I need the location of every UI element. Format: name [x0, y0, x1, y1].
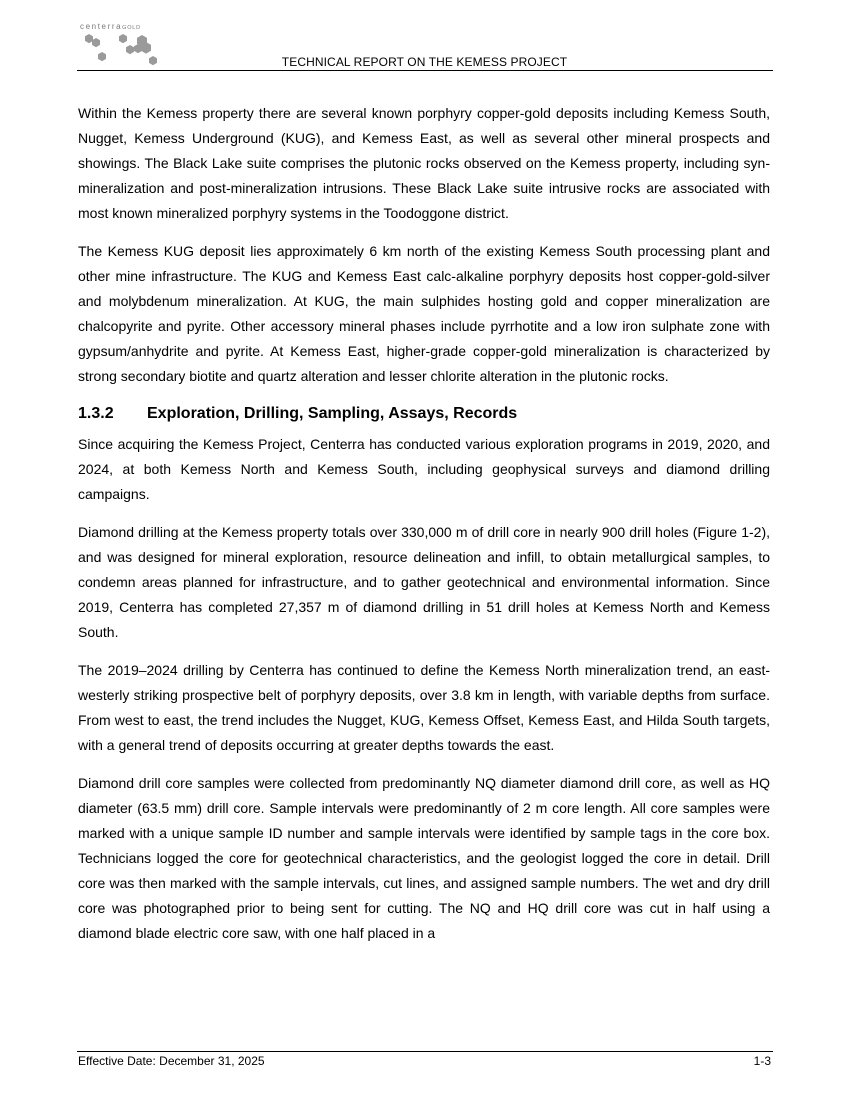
paragraph-deposits: Within the Kemess property there are several known porphyry copper-gold deposits including Kemess South, Nugget, Kemess Underground (KUG), and Kemess East, as well as several other mineral prospects and showings. The Black Lake suite comprises the plutonic rocks observed on the Kemess property, including syn-mineralization and post-mineralization intrusions. These Black Lake suite intrusive rocks are associated with most known mineralized porphyry systems in the Toodoggone district.: [78, 105, 770, 221]
section-title: Exploration, Drilling, Sampling, Assays, Records: [147, 405, 518, 422]
header-divider: [77, 70, 773, 71]
report-header-title: TECHNICAL REPORT ON THE KEMESS PROJECT: [281, 55, 568, 69]
effective-date: Effective Date: December 31, 2025: [78, 1054, 265, 1068]
footer-divider: [77, 1051, 773, 1052]
paragraph-kug-deposit: The Kemess KUG deposit lies approximately 6 km north of the existing Kemess South processing plant and other mine infrastructure. The KUG and Kemess East calc-alkaline porphyry deposits host copper-gold-silver and molybdenum mineralization. At KUG, the main sulphides hosting gold and copper mineralization are chalcopyrite and pyrite. Other accessory mineral phases include pyrrhotite and a low iron sulphate zone with gypsum/anhydrite and pyrite. At Kemess East, higher-grade copper-gold mineralization is characterized by strong secondary biotite and quartz alteration and lesser chlorite alteration in the plutonic rocks.: [78, 243, 770, 384]
paragraph-diamond-drilling: Diamond drilling at the Kemess property totals over 330,000 m of drill core in nearly 900 drill holes (Figure 1-2), and was designed for mineral exploration, resource delineation and infill, to obtain metallurgical samples, to condemn areas planned for infrastructure, and to gather geotechnical and environmental information. Since 2019, Centerra has completed 27,357 m of diamond drilling in 51 drill holes at Kemess North and Kemess South.: [78, 524, 770, 640]
section-number: 1.3.2: [78, 405, 114, 422]
paragraph-exploration-programs: Since acquiring the Kemess Project, Centerra has conducted various exploration programs in 2019, 2020, and 2024, at both Kemess North and Kemess South, including geophysical surveys and diamond drilling campaigns.: [78, 436, 770, 502]
paragraph-drilling-trend: The 2019–2024 drilling by Centerra has continued to define the Kemess North mineralization trend, an east-westerly striking prospective belt of porphyry deposits, over 3.8 km in length, with variable depths from surface. From west to east, the trend includes the Nugget, KUG, Kemess Offset, Kemess East, and Hilda South targets, with a general trend of deposits occurring at greater depths towards the east.: [78, 662, 770, 753]
report-body: [78, 101, 770, 959]
page-number: 1-3: [753, 1054, 771, 1068]
paragraph-core-samples: Diamond drill core samples were collected from predominantly NQ diameter diamond drill core, as well as HQ diameter (63.5 mm) drill core. Sample intervals were predominantly of 2 m core length. All core samples were marked with a unique sample ID number and sample intervals were identified by sample tags in the core box. Technicians logged the core for geotechnical characteristics, and the geologist logged the core in detail. Drill core was then marked with the sample intervals, cut lines, and assigned sample numbers. The wet and dry drill core was photographed prior to being sent for cutting. The NQ and HQ drill core was cut in half using a diamond blade electric core saw, with one half placed in a: [78, 775, 770, 941]
logo-wordmark: centerraGOLD: [80, 22, 141, 31]
section-heading: [78, 402, 770, 426]
